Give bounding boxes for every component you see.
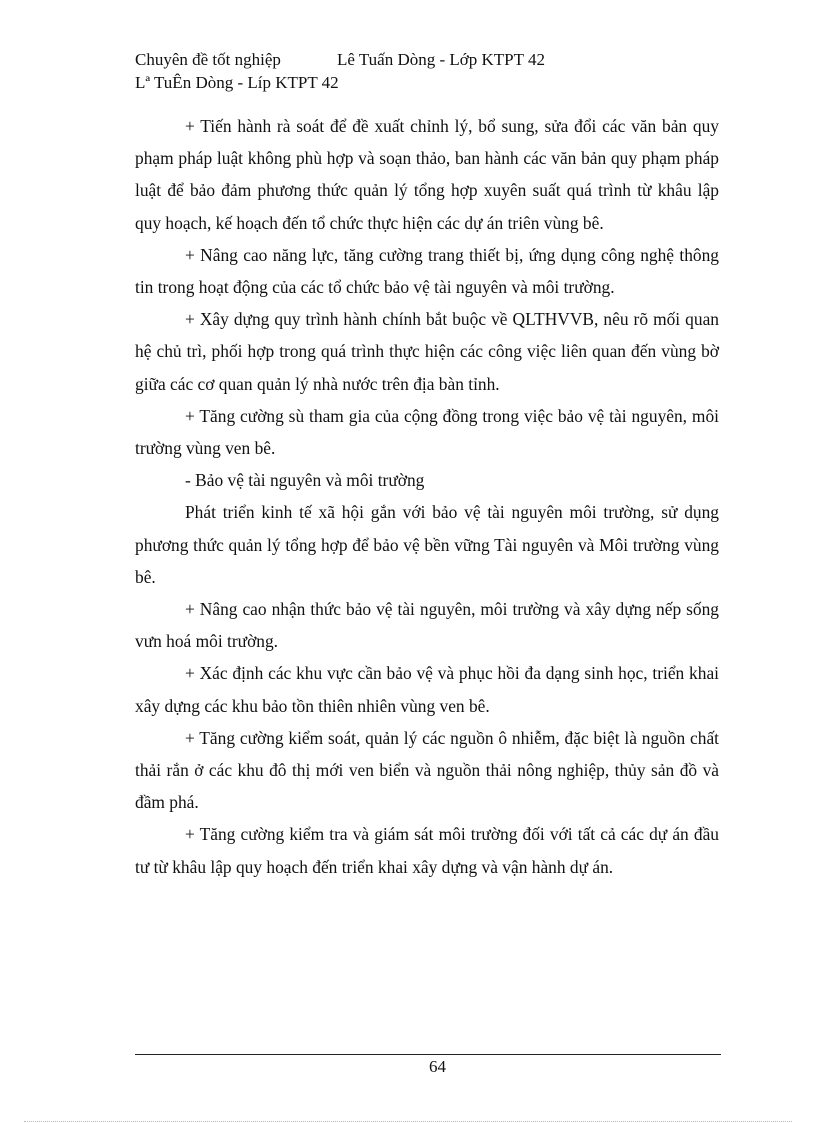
paragraph-7: + Nâng cao nhận thức bảo vệ tài nguyên, môi trường và xây dựng nếp sống vưn hoá môi trường. xyxy=(135,599,719,652)
header-author-class: Lê Tuấn Dòng - Lớp KTPT 42 xyxy=(337,50,545,69)
paragraph-4: + Tăng cường sù tham gia của cộng đồng trong việc bảo vệ tài nguyên, môi trường vùng ven bê. xyxy=(135,405,719,459)
header-line-1 xyxy=(135,48,545,71)
document-body xyxy=(135,110,719,883)
header-course: Chuyên đề tốt nghiệp xyxy=(135,50,281,69)
paragraph-10: + Tăng cường kiểm tra và giám sát môi trường đối với tất cả các dự án đầu tư từ khâu lập quy hoạch đến triển khai xây dựng và vận hành dự án. xyxy=(135,824,719,877)
paragraph-9: + Tăng cường kiểm soát, quản lý các nguồn ô nhiễm, đặc biệt là nguồn chất thải rắn ở các khu đô thị mới ven biển và nguồn thải nông nghiệp, thủy sản đồ và đầm phá. xyxy=(135,727,719,813)
paragraph-2: + Nâng cao năng lực, tăng cường trang thiết bị, ứng dụng công nghệ thông tin trong hoạt động của các tổ chức bảo vệ tài nguyên và môi trường. xyxy=(135,244,719,298)
page-number: 64 xyxy=(429,1057,446,1076)
paragraph-6: Phát triển kinh tế xã hội gắn với bảo vệ tài nguyên môi trường, sử dụng phương thức quản lý tổng hợp để bảo vệ bền vững Tài nguyên và Môi trường vùng bê. xyxy=(135,502,719,587)
page-edge-divider xyxy=(24,1121,792,1122)
paragraph-3: + Xây dựng quy trình hành chính bắt buộc về QLTHVVB, nêu rõ mối quan hệ chủ trì, phối hợp trong quá trình thực hiện các công việc liên quan đến vùng bờ giữa các cơ quan quản lý nhà nước trên địa bàn tỉnh. xyxy=(135,309,719,394)
header-line-2: Lª TuÊn Dòng - Líp KTPT 42 xyxy=(135,73,339,92)
section-heading: - Bảo vệ tài nguyên và môi trường xyxy=(185,470,425,491)
footer-divider xyxy=(135,1054,721,1055)
running-header xyxy=(135,48,545,94)
paragraph-8: + Xác định các khu vực cần bảo vệ và phục hồi đa dạng sinh học, triển khai xây dựng các khu bảo tồn thiên nhiên vùng ven bê. xyxy=(135,663,719,716)
paragraph-1: + Tiến hành rà soát để đề xuất chỉnh lý, bổ sung, sửa đổi các văn bản quy phạm pháp luật không phù hợp và soạn thảo, ban hành các văn bản quy phạm pháp luật để bảo đảm phương thức quản lý tổng hợp xuyên suất quá trình từ khâu lập quy hoạch, kế hoạch đến tổ chức thực hiện các dự án triên vùng bê. xyxy=(135,116,719,233)
